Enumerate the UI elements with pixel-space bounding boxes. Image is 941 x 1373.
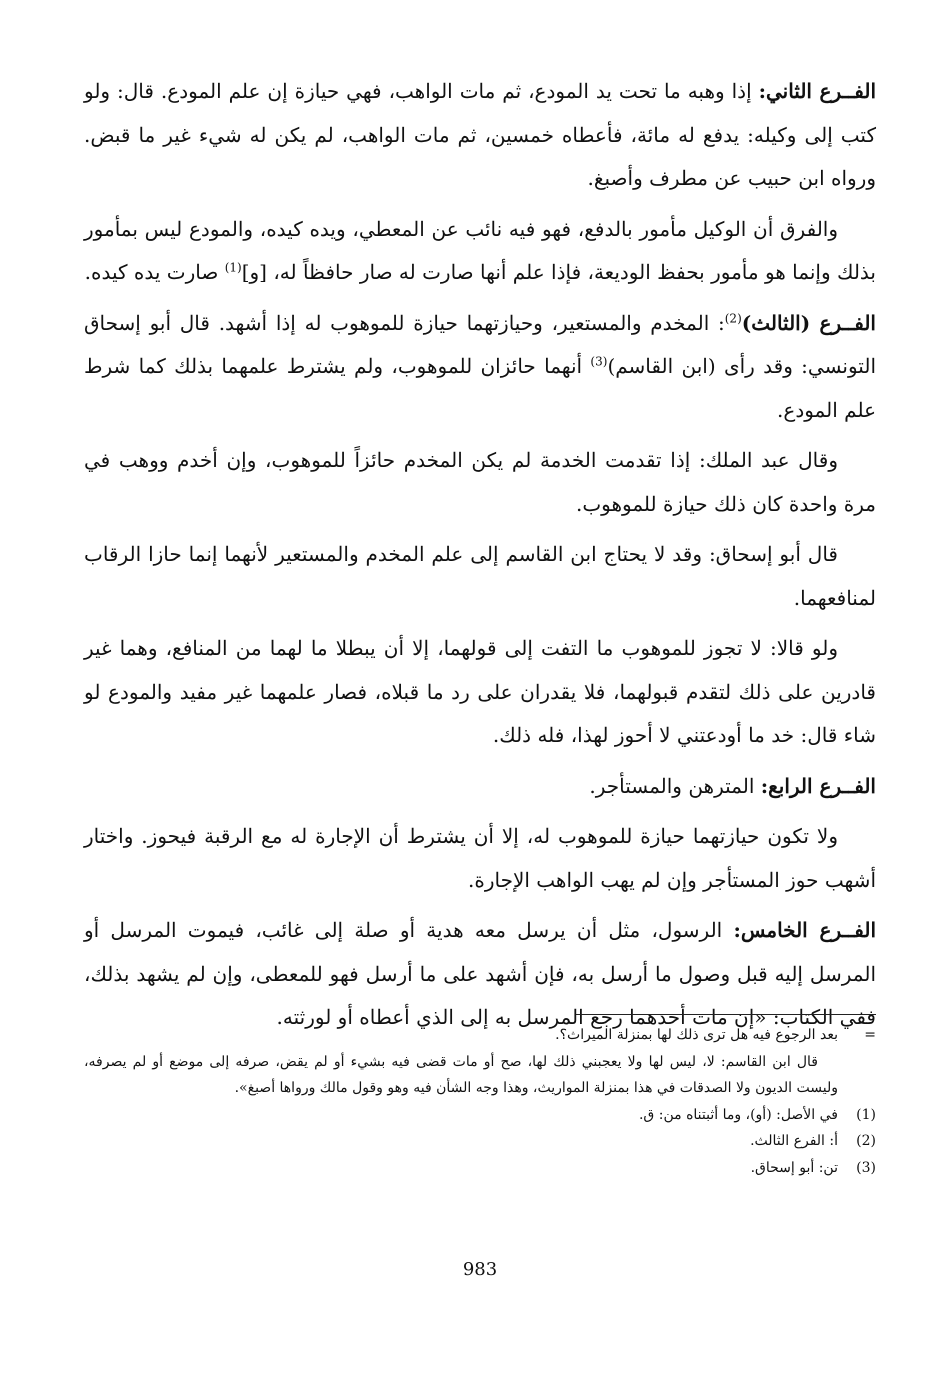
- branch-heading: الفــرع (الثالث): [741, 310, 876, 335]
- paragraph-text: والفرق أن الوكيل مأمور بالدفع، فهو فيه نائب عن المعطي، ويده كيده، والمودع ليس بمأمور بذلك وإنما هو مأمور بحفظ الوديعة، فإذا علم أنها صارت له صار حافظاً له، [و]: [84, 216, 876, 284]
- branch-heading: الفــرع الرابع:: [760, 773, 876, 798]
- main-text: [84, 70, 876, 1040]
- footnote-ref: (3): [590, 354, 608, 369]
- footnote-divider: [576, 1014, 876, 1015]
- branch-heading: الفــرع الثاني:: [758, 79, 876, 103]
- footnote-item: [84, 1155, 876, 1182]
- paragraph-branch-four: [84, 765, 876, 809]
- paragraph-abu-ishaq: قال أبو إسحاق: وقد لا يحتاج ابن القاسم إلى علم المخدم والمستعير لأنهما إنما حازا الرقاب لمنافعهما.: [84, 542, 876, 610]
- paragraph-text: إذا وهبه ما تحت يد المودع، ثم مات الواهب، فهي حيازة إن علم المودع. قال: ولو كتب إلى وكيله: يدفع له مائة، فأعطاه خمسين، ثم مات الواهب، لم يكن له شيء غير ما قبض. ورواه ابن حبيب عن مطرف وأصبغ.: [84, 79, 876, 190]
- paragraph-difference: [84, 208, 876, 295]
- paragraph-text: الرسول، مثل أن يرسل معه هدية أو صلة إلى غائب، فيموت المرسل أو المرسل إليه قبل وصول ما أرسل به، فإن أشهد على ما أرسل فهو للمعطى، وإن لم يشهد بذلك، ففي الكتاب: «إن مات أحدهما رجع المرسل به إلى الذي أعطاه أو لورثته.: [84, 918, 876, 1029]
- paragraph-branch-five: [84, 909, 876, 1040]
- paragraph-if-they-said: ولو قالا: لا تجوز للموهوب ما التفت إلى قولهما، إلا أن يبطلا ما لهما من المنافع، وهما غير قادرين على ذلك لتقدم قبولهما، فلا يقدران على رد ما قبلاه، فصار علمهما غير مفيد والمودع لو شاء قال: خد ما أودعتني لا أحوز لهذا، فله ذلك.: [84, 636, 876, 747]
- footnote-text: قال ابن القاسم: لا، ليس لها ولا يعجبني ذلك لها، صح أو مات قضى فيه بشيء أو لم يقض، صرفه إلى موضع أو لم يصرفه، وليست الديون ولا الصدقات في هذا بمنزلة المواريث، وهذا وجه الشأن فيه وهو وقول مالك ورواها أصبغ».: [84, 1053, 838, 1096]
- footnote-ref: (2): [724, 310, 742, 325]
- footnotes: [84, 1022, 876, 1181]
- paragraph-branch-three: [84, 302, 876, 433]
- paragraph-abd-al-malik: وقال عبد الملك: إذا تقدمت الخدمة لم يكن المخدم حائزاً للموهوب، وإن أخدم ووهب في مرة واحدة كان ذلك حيازة للموهوب.: [84, 448, 876, 516]
- page-number: 983: [462, 1259, 498, 1280]
- footnote-continuation: [84, 1022, 876, 1102]
- footnote-number: (3): [856, 1159, 876, 1176]
- paragraph-possession: ولا تكون حيازتهما حيازة للموهوب له، إلا أن يشترط أن الإجارة له مع الرقبة فيحوز. واختار أشهب حوز المستأجر وإن لم يهب الواهب الإجارة.: [84, 824, 876, 892]
- footnote-text: تن: أبو إسحاق.: [750, 1159, 838, 1176]
- paragraph-text: : المخدم والمستعير، وحيازتهما حيازة للموهوب له إذا أشهد. قال أبو إسحاق التونسي: وقد رأى (ابن القاسم): [84, 310, 876, 378]
- paragraph-text: صارت يده كيده.: [84, 260, 225, 284]
- footnote-text: في الأصل: (أو)، وما أثبتناه من: ق.: [638, 1106, 838, 1123]
- footnote-number: (1): [856, 1106, 876, 1123]
- branch-heading: الفــرع الخامس:: [733, 918, 876, 942]
- footnote-ref: (1): [224, 260, 242, 275]
- footnote-text: بعد الرجوع فيه هل ترى ذلك لها بمنزلة الميراث؟.: [555, 1027, 838, 1043]
- book-page: [84, 70, 876, 1360]
- continuation-mark: =: [864, 1027, 876, 1043]
- footnote-text: أ: الفرع الثالث.: [750, 1133, 838, 1149]
- footnote-item: [84, 1102, 876, 1129]
- paragraph-text: أنهما حائزان للموهوب، ولم يشترط علمهما بذلك كما شرط علم المودع.: [84, 354, 876, 422]
- footnote-number: (2): [856, 1133, 876, 1149]
- paragraph-text: المترهن والمستأجر.: [589, 773, 761, 798]
- paragraph-branch-two: [84, 70, 876, 201]
- footnote-item: [84, 1128, 876, 1155]
